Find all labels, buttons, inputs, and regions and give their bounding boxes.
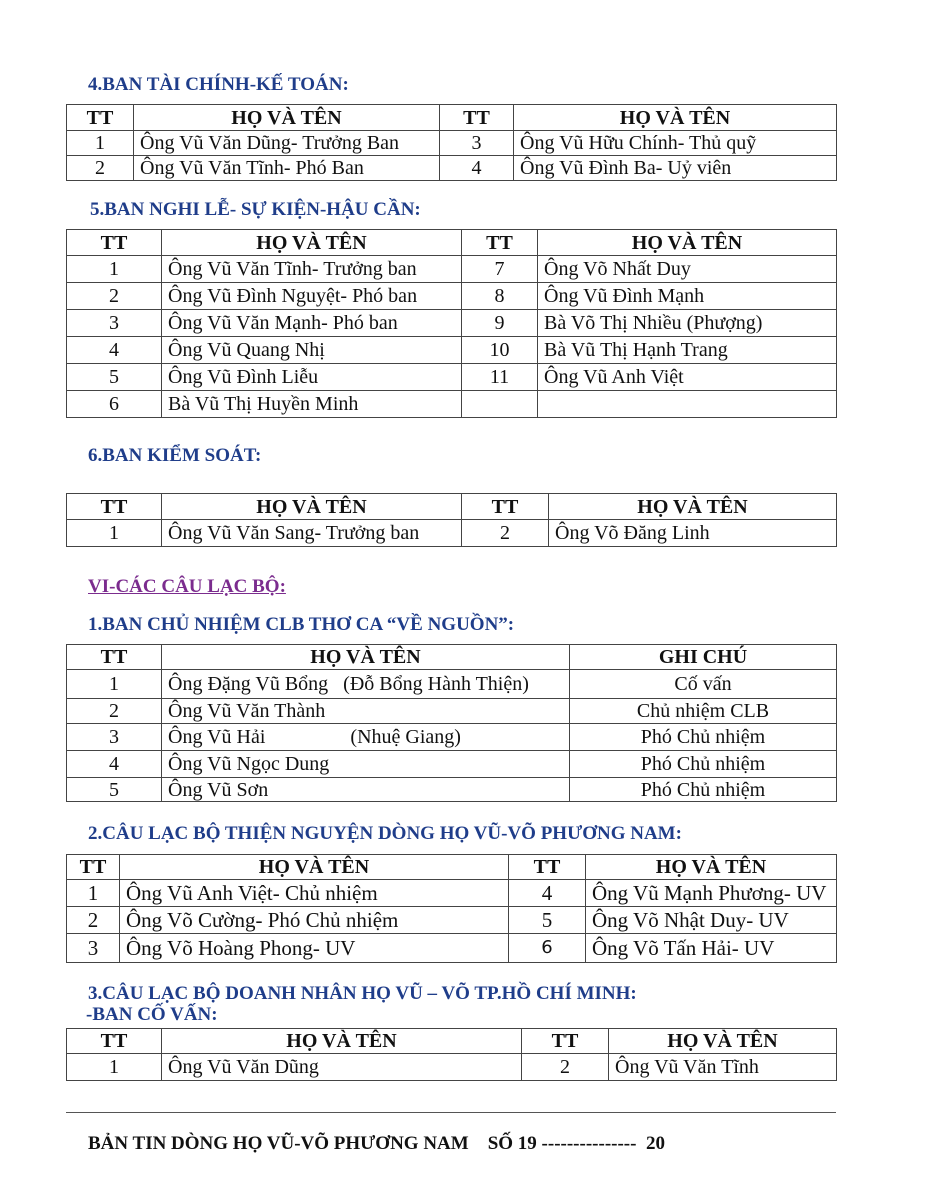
name-header: HỌ VÀ TÊN <box>162 230 462 256</box>
table-row <box>67 1054 837 1081</box>
table-header-row <box>67 494 837 520</box>
tt-header: TT <box>67 1029 162 1054</box>
clubs-heading: VI-CÁC CÂU LẠC BỘ: <box>88 576 286 597</box>
tt-cell: 8 <box>462 283 538 310</box>
table-row <box>67 283 837 310</box>
tt-cell: 1 <box>67 880 120 907</box>
name-cell: Ông Vũ Đình Liễu <box>162 364 462 391</box>
table-row <box>67 520 837 547</box>
table-row <box>67 907 837 934</box>
name-header: HỌ VÀ TÊN <box>549 494 837 520</box>
name-cell: Ông Vũ Hải (Nhuệ Giang) <box>162 724 570 751</box>
ceremony-table <box>66 229 837 418</box>
tt-cell: 2 <box>67 699 162 724</box>
business-club-table <box>66 1028 837 1081</box>
table-header-row <box>67 230 837 256</box>
table-header-row <box>67 645 837 670</box>
note-header: GHI CHÚ <box>570 645 837 670</box>
name-cell: Ông Vũ Văn Tĩnh <box>609 1054 837 1081</box>
footer-divider <box>66 1112 836 1113</box>
table-row <box>67 337 837 364</box>
tt-cell: 5 <box>67 364 162 391</box>
table-row <box>67 778 837 802</box>
club-3-title: 3.CÂU LẠC BỘ DOANH NHÂN HỌ VŨ – VÕ TP.HỒ CHÍ MINH: <box>88 983 637 1004</box>
tt-header: TT <box>67 105 134 131</box>
name-cell: Ông Vũ Đình Mạnh <box>538 283 837 310</box>
tt-cell <box>462 391 538 418</box>
name-cell: Ông Vũ Văn Mạnh- Phó ban <box>162 310 462 337</box>
name-cell <box>538 391 837 418</box>
note-cell: Chủ nhiệm CLB <box>570 699 837 724</box>
tt-header: TT <box>67 494 162 520</box>
name-cell: Ông Vũ Văn Dũng <box>162 1054 522 1081</box>
table-row <box>67 699 837 724</box>
tt-header: TT <box>67 230 162 256</box>
poetry-club-table <box>66 644 837 802</box>
tt-cell: 2 <box>67 156 134 181</box>
tt-cell: 7 <box>462 256 538 283</box>
tt-cell: 1 <box>67 1054 162 1081</box>
table-header-row <box>67 105 837 131</box>
tt-cell: 3 <box>440 131 514 156</box>
section-5-title: 5.BAN NGHI LỄ- SỰ KIỆN-HẬU CẦN: <box>90 199 421 220</box>
name-cell: Ông Vũ Văn Tĩnh- Phó Ban <box>134 156 440 181</box>
name-cell: Ông Vũ Đình Nguyệt- Phó ban <box>162 283 462 310</box>
finance-table <box>66 104 837 181</box>
tt-cell: 5 <box>67 778 162 802</box>
tt-cell: 11 <box>462 364 538 391</box>
note-cell: Phó Chủ nhiệm <box>570 751 837 778</box>
tt-cell: 2 <box>462 520 549 547</box>
section-4-title: 4.BAN TÀI CHÍNH-KẾ TOÁN: <box>88 74 349 95</box>
tt-header: TT <box>509 855 586 880</box>
name-header: HỌ VÀ TÊN <box>162 494 462 520</box>
name-header: HỌ VÀ TÊN <box>162 1029 522 1054</box>
tt-header: TT <box>462 230 538 256</box>
club-3-subtitle: -BAN CỐ VẤN: <box>86 1004 218 1025</box>
name-cell: Bà Vũ Thị Huyền Minh <box>162 391 462 418</box>
table-row <box>67 256 837 283</box>
name-cell: Ông Vũ Anh Việt- Chủ nhiệm <box>120 880 509 907</box>
tt-cell: 3 <box>67 724 162 751</box>
tt-header: TT <box>67 645 162 670</box>
table-row <box>67 131 837 156</box>
tt-cell: 3 <box>67 310 162 337</box>
name-cell: Ông Vũ Đình Ba- Uỷ viên <box>514 156 837 181</box>
table-row <box>67 880 837 907</box>
name-cell: Ông Vũ Ngọc Dung <box>162 751 570 778</box>
name-cell: Bà Võ Thị Nhiều (Phượng) <box>538 310 837 337</box>
tt-cell: 4 <box>440 156 514 181</box>
name-header: HỌ VÀ TÊN <box>514 105 837 131</box>
name-header: HỌ VÀ TÊN <box>609 1029 837 1054</box>
note-cell: Phó Chủ nhiệm <box>570 724 837 751</box>
tt-cell: 5 <box>509 907 586 934</box>
club-1-title: 1.BAN CHỦ NHIỆM CLB THƠ CA “VỀ NGUỒN”: <box>88 614 515 635</box>
name-cell: Ông Vũ Văn Thành <box>162 699 570 724</box>
table-row <box>67 156 837 181</box>
tt-cell: 6 <box>509 934 586 963</box>
name-cell: Ông Võ Nhật Duy- UV <box>586 907 837 934</box>
name-cell: Ông Võ Cường- Phó Chủ nhiệm <box>120 907 509 934</box>
name-cell: Ông Vũ Anh Việt <box>538 364 837 391</box>
table-row <box>67 391 837 418</box>
tt-header: TT <box>440 105 514 131</box>
tt-header: TT <box>522 1029 609 1054</box>
tt-cell: 1 <box>67 256 162 283</box>
tt-cell: 1 <box>67 131 134 156</box>
name-cell: Ông Vũ Văn Tĩnh- Trưởng ban <box>162 256 462 283</box>
tt-cell: 9 <box>462 310 538 337</box>
table-row <box>67 310 837 337</box>
tt-cell: 2 <box>67 907 120 934</box>
table-row <box>67 364 837 391</box>
tt-cell: 6 <box>67 391 162 418</box>
note-cell: Phó Chủ nhiệm <box>570 778 837 802</box>
table-header-row <box>67 1029 837 1054</box>
footer-text: BẢN TIN DÒNG HỌ VŨ-VÕ PHƯƠNG NAM SỐ 19 --------------- 20 <box>88 1133 665 1154</box>
audit-table <box>66 493 837 547</box>
name-cell: Ông Vũ Hữu Chính- Thủ quỹ <box>514 131 837 156</box>
name-cell: Ông Vũ Văn Sang- Trưởng ban <box>162 520 462 547</box>
name-cell: Ông Đặng Vũ Bổng (Đỗ Bổng Hành Thiện) <box>162 670 570 699</box>
tt-header: TT <box>67 855 120 880</box>
tt-cell: 1 <box>67 520 162 547</box>
table-row <box>67 724 837 751</box>
tt-cell: 1 <box>67 670 162 699</box>
tt-cell: 2 <box>67 283 162 310</box>
table-header-row <box>67 855 837 880</box>
name-cell: Ông Vũ Sơn <box>162 778 570 802</box>
note-cell: Cố vấn <box>570 670 837 699</box>
name-cell: Bà Vũ Thị Hạnh Trang <box>538 337 837 364</box>
name-cell: Ông Võ Tấn Hải- UV <box>586 934 837 963</box>
club-2-title: 2.CÂU LẠC BỘ THIỆN NGUYỆN DÒNG HỌ VŨ-VÕ PHƯƠNG NAM: <box>88 823 682 844</box>
tt-cell: 2 <box>522 1054 609 1081</box>
section-6-title: 6.BAN KIỂM SOÁT: <box>88 445 262 466</box>
tt-cell: 10 <box>462 337 538 364</box>
name-header: HỌ VÀ TÊN <box>134 105 440 131</box>
tt-header: TT <box>462 494 549 520</box>
name-cell: Ông Võ Hoàng Phong- UV <box>120 934 509 963</box>
tt-cell: 4 <box>509 880 586 907</box>
name-cell: Ông Võ Nhất Duy <box>538 256 837 283</box>
name-cell: Ông Vũ Văn Dũng- Trưởng Ban <box>134 131 440 156</box>
name-header: HỌ VÀ TÊN <box>120 855 509 880</box>
table-row <box>67 934 837 963</box>
table-row <box>67 751 837 778</box>
name-header: HỌ VÀ TÊN <box>162 645 570 670</box>
tt-cell: 3 <box>67 934 120 963</box>
name-header: HỌ VÀ TÊN <box>586 855 837 880</box>
name-cell: Ông Vũ Mạnh Phương- UV <box>586 880 837 907</box>
name-cell: Ông Vũ Quang Nhị <box>162 337 462 364</box>
name-header: HỌ VÀ TÊN <box>538 230 837 256</box>
name-cell: Ông Võ Đăng Linh <box>549 520 837 547</box>
tt-cell: 4 <box>67 337 162 364</box>
charity-club-table <box>66 854 837 963</box>
table-row <box>67 670 837 699</box>
tt-cell: 4 <box>67 751 162 778</box>
